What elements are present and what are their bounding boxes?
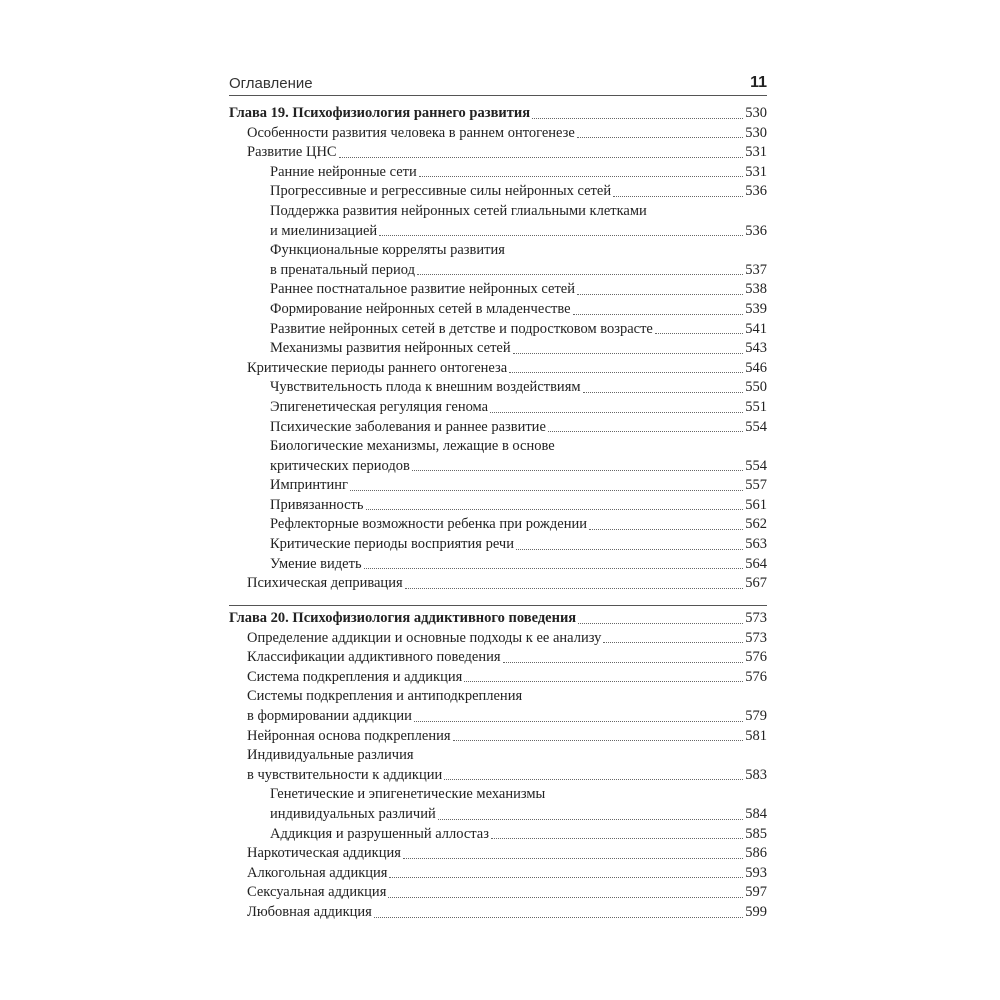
- toc-page-number: 530: [745, 105, 767, 121]
- dot-leader: [339, 156, 744, 158]
- toc-entry-title: Нейронная основа подкрепления: [247, 727, 451, 744]
- toc-page-number: 543: [745, 340, 767, 357]
- toc-page-number: 586: [745, 845, 767, 862]
- dot-leader: [403, 857, 743, 859]
- dot-leader: [490, 411, 743, 413]
- toc-entry-title: Генетические и эпигенетические механизмы: [270, 786, 546, 803]
- toc-page-number: 536: [745, 183, 767, 200]
- dot-leader: [516, 548, 743, 550]
- toc-entry-title: Умение видеть: [270, 555, 362, 572]
- dot-leader: [389, 876, 743, 878]
- toc-entry-title: Биологические механизмы, лежащие в основе: [270, 438, 555, 455]
- toc-page-number: 551: [745, 398, 767, 415]
- toc-page-number: 573: [745, 629, 767, 646]
- toc-entry-title: Прогрессивные и регрессивные силы нейронных сетей: [270, 183, 612, 200]
- toc-entry-title: Особенности развития человека в раннем онтогенезе: [247, 124, 575, 141]
- toc-entry-title: Развитие нейронных сетей в детстве и подростковом возрасте: [270, 320, 653, 337]
- toc-entry[interactable]: [229, 300, 767, 320]
- dot-leader: [491, 837, 743, 839]
- toc-page-number: 531: [745, 144, 767, 161]
- toc-entry[interactable]: [229, 648, 767, 668]
- dot-leader: [583, 391, 744, 393]
- toc-page-number: 581: [745, 727, 767, 744]
- toc-entry-title: Формирование нейронных сетей в младенчестве: [270, 300, 571, 317]
- toc-entry-title: Классификации аддиктивного поведения: [247, 649, 501, 666]
- toc-entry[interactable]: [229, 339, 767, 359]
- toc-page-number: 536: [745, 222, 767, 239]
- toc-entry-title: Определение аддикции и основные подходы к ее анализу: [247, 629, 602, 646]
- toc-entry-title: Наркотическая аддикция: [247, 845, 401, 862]
- toc-entry[interactable]: [229, 825, 767, 845]
- dot-leader: [532, 117, 743, 119]
- toc-entry-title: Развитие ЦНС: [247, 144, 337, 161]
- toc-entry[interactable]: [229, 418, 767, 438]
- toc-entry[interactable]: [229, 378, 767, 398]
- running-head: [229, 68, 767, 92]
- toc-entry[interactable]: [229, 515, 767, 535]
- toc-entry[interactable]: [229, 182, 767, 202]
- toc-entry[interactable]: [229, 398, 767, 418]
- toc-entry[interactable]: [229, 629, 767, 649]
- toc-entry[interactable]: [229, 668, 767, 688]
- dot-leader: [379, 234, 743, 236]
- toc-entry-title: в формировании аддикции: [247, 707, 412, 724]
- toc-page-number: 561: [745, 496, 767, 513]
- toc-entry-title: Ранние нейронные сети: [270, 163, 417, 180]
- toc-page-number: 576: [745, 649, 767, 666]
- chapter-20-toc: [229, 609, 767, 923]
- dot-leader: [419, 175, 743, 177]
- toc-entry[interactable]: [229, 785, 767, 824]
- chapter-divider: [229, 605, 767, 606]
- dot-leader: [577, 136, 743, 138]
- toc-page-number: 562: [745, 516, 767, 533]
- chapter-title: Глава 19. Психофизиология раннего развития: [229, 105, 531, 121]
- toc-entry-title: в чувствительности к аддикции: [247, 766, 443, 783]
- toc-entry[interactable]: [229, 535, 767, 555]
- dot-leader: [366, 508, 744, 510]
- toc-entry[interactable]: [229, 320, 767, 340]
- toc-entry-title: Чувствительность плода к внешним воздействиям: [270, 379, 581, 396]
- toc-entry-title: Рефлекторные возможности ребенка при рождении: [270, 516, 587, 533]
- toc-entry[interactable]: [229, 883, 767, 903]
- chapter-19-toc: [229, 104, 767, 594]
- toc-entry[interactable]: [229, 844, 767, 864]
- chapter-heading[interactable]: [229, 104, 767, 124]
- dot-leader: [412, 469, 743, 471]
- toc-entry[interactable]: [229, 574, 767, 594]
- toc-entry-title: Импринтинг: [270, 477, 348, 494]
- toc-entry[interactable]: [229, 864, 767, 884]
- dot-leader: [414, 720, 743, 722]
- toc-entry[interactable]: [229, 746, 767, 785]
- toc-entry[interactable]: [229, 202, 767, 241]
- chapter-title: Глава 20. Психофизиология аддиктивного поведения: [229, 610, 577, 626]
- chapter-heading[interactable]: [229, 609, 767, 629]
- toc-entry-title: Любовная аддикция: [247, 903, 372, 920]
- running-head-page-number: 11: [750, 74, 767, 91]
- toc-page-number: 554: [745, 418, 767, 435]
- toc-entry-title: и миелинизацией: [270, 222, 378, 239]
- toc-entry-title: Сексуальная аддикция: [247, 884, 387, 901]
- toc-entry-title: Механизмы развития нейронных сетей: [270, 340, 511, 357]
- dot-leader: [464, 680, 743, 682]
- dot-leader: [388, 896, 743, 898]
- toc-page-number: 599: [745, 903, 767, 920]
- dot-leader: [364, 567, 744, 569]
- toc-page-number: 531: [745, 163, 767, 180]
- toc-page-number: 539: [745, 300, 767, 317]
- toc-entry[interactable]: [229, 143, 767, 163]
- toc-entry-title: Алкогольная аддикция: [247, 864, 388, 881]
- toc-entry[interactable]: [229, 359, 767, 379]
- toc-entry-title: Раннее постнатальное развитие нейронных сетей: [270, 281, 576, 298]
- toc-entry-title: Системы подкрепления и антиподкрепления: [247, 688, 523, 705]
- toc-entry-title: критических периодов: [270, 457, 410, 474]
- header-rule: [229, 95, 767, 96]
- toc-entry[interactable]: [229, 727, 767, 747]
- toc-page-number: 564: [745, 555, 767, 572]
- toc-entry-title: Индивидуальные различия: [247, 747, 414, 764]
- dot-leader: [578, 622, 743, 624]
- dot-leader: [405, 587, 744, 589]
- toc-entry[interactable]: [229, 124, 767, 144]
- toc-entry-title: Психические заболевания и раннее развитие: [270, 418, 546, 435]
- toc-page-number: 576: [745, 668, 767, 685]
- toc-entry-title: Критические периоды восприятия речи: [270, 536, 514, 553]
- dot-leader: [589, 528, 743, 530]
- dot-leader: [509, 371, 743, 373]
- toc-entry[interactable]: [229, 163, 767, 183]
- toc-entry-title: в пренатальный период: [270, 261, 415, 278]
- toc-page-number: 597: [745, 884, 767, 901]
- toc-page-number: 557: [745, 477, 767, 494]
- toc-entry-title: Аддикция и разрушенный аллостаз: [270, 825, 489, 842]
- toc-entry[interactable]: [229, 687, 767, 726]
- toc-page-number: 583: [745, 766, 767, 783]
- toc-entry-title: Эпигенетическая регуляция генома: [270, 398, 489, 415]
- dot-leader: [350, 489, 743, 491]
- dot-leader: [453, 739, 744, 741]
- dot-leader: [503, 661, 744, 663]
- toc-page-number: 579: [745, 707, 767, 724]
- toc-entry-title: Привязанность: [270, 496, 364, 513]
- dot-leader: [613, 195, 743, 197]
- toc-entry-title: индивидуальных различий: [270, 805, 436, 822]
- toc-page-number: 585: [745, 825, 767, 842]
- toc-entry-title: Критические периоды раннего онтогенеза: [247, 359, 508, 376]
- toc-page-number: 550: [745, 379, 767, 396]
- dot-leader: [417, 273, 743, 275]
- dot-leader: [513, 352, 744, 354]
- toc-entry-title: Поддержка развития нейронных сетей глиальными клетками: [270, 202, 647, 219]
- dot-leader: [438, 818, 744, 820]
- toc-page-number: 593: [745, 864, 767, 881]
- toc-page-number: 538: [745, 281, 767, 298]
- toc-entry[interactable]: [229, 280, 767, 300]
- dot-leader: [573, 313, 744, 315]
- dot-leader: [603, 641, 743, 643]
- toc-page-number: 530: [745, 124, 767, 141]
- dot-leader: [444, 778, 743, 780]
- toc-entry[interactable]: [229, 241, 767, 280]
- dot-leader: [374, 916, 743, 918]
- toc-page-number: 537: [745, 261, 767, 278]
- toc-entry[interactable]: [229, 476, 767, 496]
- toc-page-number: 573: [745, 610, 767, 626]
- toc-entry[interactable]: [229, 437, 767, 476]
- toc-page-number: 584: [745, 805, 767, 822]
- toc-page-number: 546: [745, 359, 767, 376]
- toc-page-number: 567: [745, 575, 767, 592]
- toc-page-number: 563: [745, 536, 767, 553]
- toc-page-number: 541: [745, 320, 767, 337]
- running-head-title: Оглавление: [229, 75, 313, 92]
- toc-entry[interactable]: [229, 496, 767, 516]
- toc-entry-title: Система подкрепления и аддикция: [247, 668, 463, 685]
- toc-entry-title: Функциональные корреляты развития: [270, 242, 505, 259]
- toc-page-number: 554: [745, 457, 767, 474]
- toc-entry-title: Психическая депривация: [247, 575, 403, 592]
- dot-leader: [577, 293, 743, 295]
- toc-entry[interactable]: [229, 903, 767, 923]
- toc-entry[interactable]: [229, 555, 767, 575]
- dot-leader: [548, 430, 743, 432]
- dot-leader: [655, 332, 743, 334]
